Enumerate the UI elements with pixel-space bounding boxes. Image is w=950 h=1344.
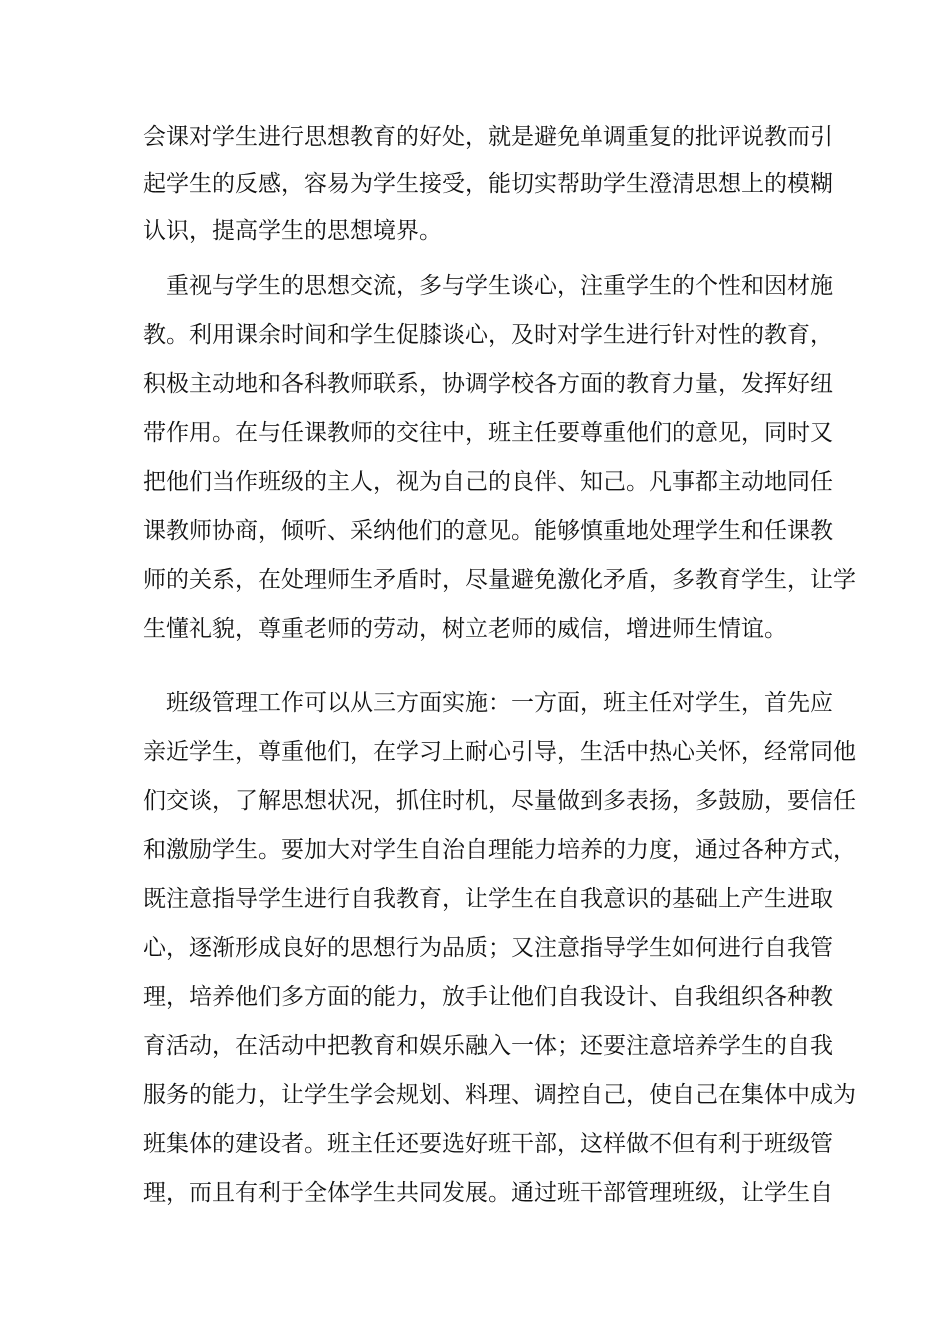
text-line: 心，逐渐形成良好的思想行为品质；又注意指导学生如何进行自我管 xyxy=(143,935,833,961)
text-line: 育活动，在活动中把教育和娱乐融入一体；还要注意培养学生的自我 xyxy=(143,1033,833,1059)
text-line: 师的关系，在处理师生矛盾时，尽量避免激化矛盾，多教育学生，让学 xyxy=(143,567,856,593)
text-line: 会课对学生进行思想教育的好处，就是避免单调重复的批评说教而引 xyxy=(143,124,833,150)
text-line: 班级管理工作可以从三方面实施：一方面，班主任对学生，首先应 xyxy=(166,690,833,716)
text-line: 积极主动地和各科教师联系，协调学校各方面的教育力量，发挥好纽 xyxy=(143,371,833,397)
text-line: 生懂礼貌，尊重老师的劳动，树立老师的威信，增进师生情谊。 xyxy=(143,616,787,642)
text-line: 课教师协商，倾听、采纳他们的意见。能够慎重地处理学生和任课教 xyxy=(143,518,833,544)
text-line: 理，而且有利于全体学生共同发展。通过班干部管理班级，让学生自 xyxy=(143,1180,833,1206)
text-line: 们交谈，了解思想状况，抓住时机，尽量做到多表扬，多鼓励，要信任 xyxy=(143,788,856,814)
text-line: 重视与学生的思想交流，多与学生谈心，注重学生的个性和因材施 xyxy=(166,273,833,299)
text-line: 教。利用课余时间和学生促膝谈心，及时对学生进行针对性的教育， xyxy=(143,322,833,348)
text-line: 既注意指导学生进行自我教育，让学生在自我意识的基础上产生进取 xyxy=(143,886,833,912)
text-line: 起学生的反感，容易为学生接受，能切实帮助学生澄清思想上的模糊 xyxy=(143,171,833,197)
text-line: 和激励学生。要加大对学生自治自理能力培养的力度，通过各种方式， xyxy=(143,837,856,863)
text-line: 服务的能力，让学生学会规划、料理、调控自己，使自己在集体中成为 xyxy=(143,1082,856,1108)
text-line: 理，培养他们多方面的能力，放手让他们自我设计、自我组织各种教 xyxy=(143,984,833,1010)
text-line: 亲近学生，尊重他们，在学习上耐心引导，生活中热心关怀，经常同他 xyxy=(143,739,856,765)
text-line: 班集体的建设者。班主任还要选好班干部，这样做不但有利于班级管 xyxy=(143,1131,833,1157)
text-line: 认识，提高学生的思想境界。 xyxy=(143,218,442,244)
text-line: 带作用。在与任课教师的交往中，班主任要尊重他们的意见，同时又 xyxy=(143,420,833,446)
text-line: 把他们当作班级的主人，视为自己的良伴、知己。凡事都主动地同任 xyxy=(143,469,833,495)
